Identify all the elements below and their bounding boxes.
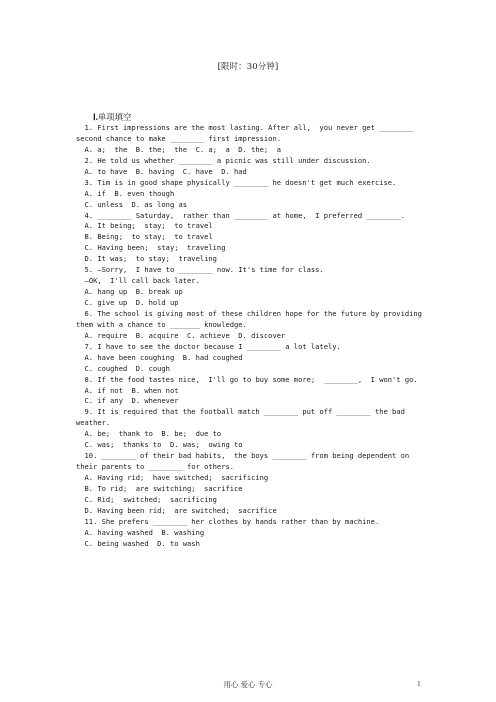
section-title-text: 单项填空 bbox=[97, 112, 132, 122]
time-limit-header: [限时：30分钟] bbox=[217, 61, 279, 71]
text-line: C. Having been; stay; traveling bbox=[76, 243, 226, 253]
text-line: 10. ________ of their bad habits, the boys ________ from being dependent on bbox=[76, 451, 410, 461]
text-line: their parents to ________ for others. bbox=[76, 462, 235, 472]
text-line: C. being washed D. to wash bbox=[76, 538, 200, 548]
text-line: C. unless D. as long as bbox=[76, 199, 188, 209]
footer-motto: 用心 爱心 专心 bbox=[223, 680, 273, 689]
text-line: 3. Tim is in good shape physically ________ he doesn't get much exercise. bbox=[76, 177, 397, 187]
text-line: 4. ________ Saturday, rather than ________ at home, I preferred ________. bbox=[76, 210, 405, 220]
text-line: A. having washed B. washing bbox=[76, 527, 205, 537]
text-line: —OK, I'll call back later. bbox=[76, 276, 200, 286]
text-line: A. if B. even though bbox=[76, 188, 175, 198]
text-line: 9. It is required that the football match ________ put off ________ the bad bbox=[76, 407, 405, 417]
text-line: 6. The school is giving most of these children hope for the future by providing bbox=[76, 308, 422, 318]
text-line: A. hang up B. break up bbox=[76, 287, 183, 297]
text-line: C. if any D. whenever bbox=[76, 396, 179, 406]
text-line: A. require B. acquire C. achieve D. discover bbox=[76, 330, 286, 340]
text-line: 5. —Sorry, I have to ________ now. It's time for class. bbox=[76, 265, 324, 275]
question-list bbox=[76, 123, 422, 550]
page-number: 1 bbox=[417, 679, 421, 688]
text-line: them with a chance to _______ knowledge. bbox=[76, 319, 247, 329]
text-line: 2. He told us whether ________ a picnic was still under discussion. bbox=[76, 155, 371, 165]
text-line: A. a; the B. the; the C. a; a D. the; a bbox=[76, 144, 281, 154]
text-line: A. to have B. having C. have D. had bbox=[76, 166, 247, 176]
text-line: A. Having rid; have switched; sacrificing bbox=[76, 473, 269, 482]
text-line: B. To rid; are switching; sacrifice bbox=[76, 483, 243, 493]
text-line: D. It was; to stay; traveling bbox=[76, 254, 217, 264]
text-line: A. It being; stay; to travel bbox=[76, 221, 213, 231]
text-line: weather. bbox=[76, 418, 111, 428]
text-line: C. Rid; switched; sacrificing bbox=[76, 494, 217, 504]
text-line: C. was; thanks to D. was; owing to bbox=[76, 440, 243, 450]
section-numeral: Ⅰ. bbox=[93, 112, 98, 122]
text-line: 7. I have to see the doctor because I ________ a lot lately. bbox=[76, 341, 341, 351]
text-line: A. if not B. when not bbox=[76, 385, 179, 395]
section-title bbox=[93, 111, 131, 123]
text-line: 11. She prefers ________ her clothes by hands rather than by machine. bbox=[76, 516, 380, 526]
text-line: 1. First impressions are the most lasting. After all, you never get ________ bbox=[76, 123, 414, 132]
text-line: 8. If the food tastes nice, I'll go to buy some more; ________, I won't go. bbox=[76, 374, 418, 384]
text-line: A. have been coughing B. had coughed bbox=[76, 352, 243, 362]
text-line: A. be; thank to B. be; due to bbox=[76, 429, 222, 439]
text-line: C. coughed D. cough bbox=[76, 363, 170, 373]
text-line: D. Having been rid; are switched; sacrifice bbox=[76, 505, 277, 515]
text-line: B. Being; to stay; to travel bbox=[76, 232, 213, 242]
text-line: C. give up D. hold up bbox=[76, 298, 179, 307]
text-line: second chance to make ________ first impression. bbox=[76, 133, 281, 143]
